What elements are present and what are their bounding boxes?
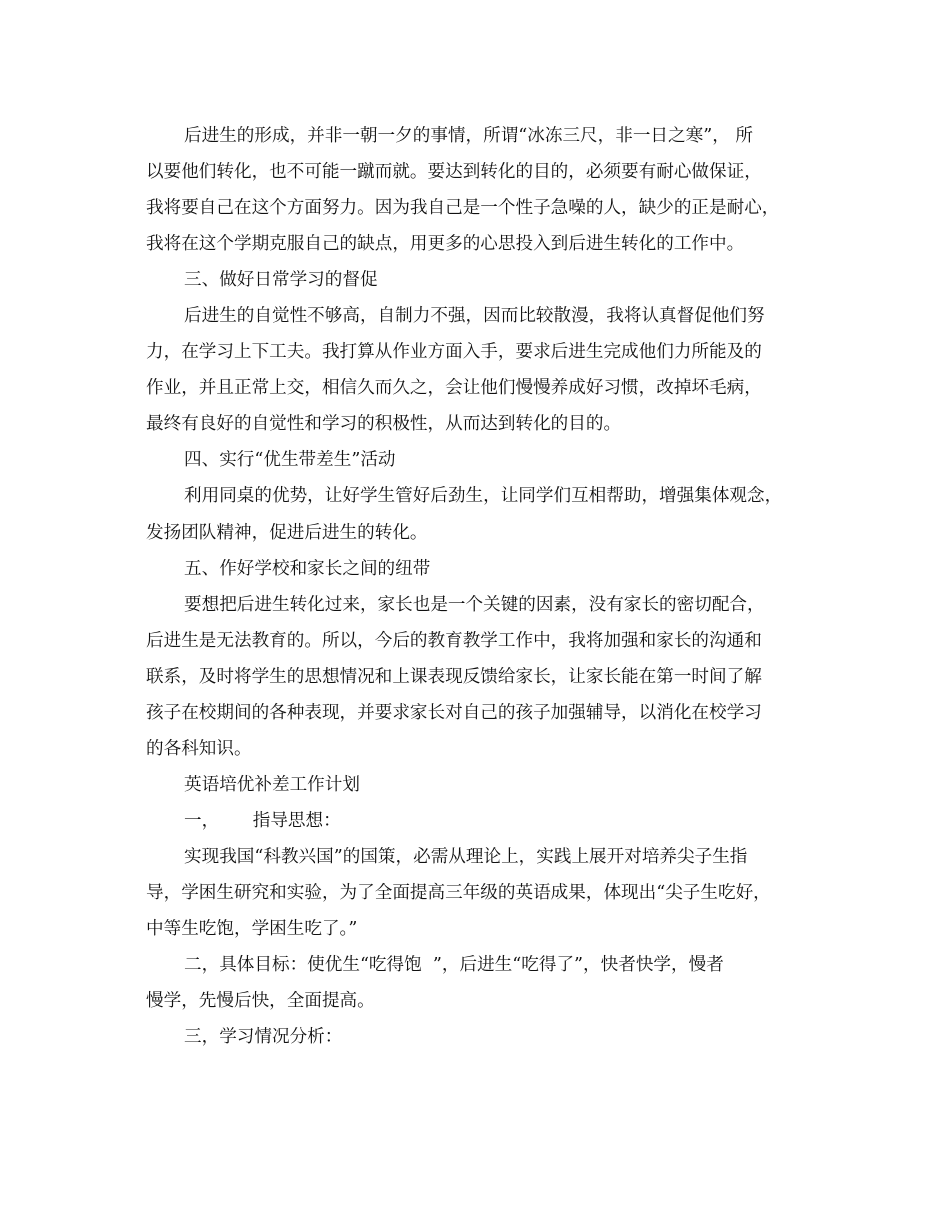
text-line: 后进生是无法教育的。所以，今后的教育教学工作中，我将加强和家长的沟通和	[146, 630, 762, 651]
text-line: 以要他们转化，也不可能一蹴而就。要达到转化的目的，必须要有耐心做保证，	[146, 162, 762, 183]
text-line: 利用同桌的优势，让好学生管好后劲生，让同学们互相帮助，增强集体观念，	[184, 486, 783, 507]
text-line: 最终有良好的自觉性和学习的积极性，从而达到转化的目的。	[146, 414, 622, 435]
text-line: 作业，并且正常上交，相信久而久之，会让他们慢慢养成好习惯，改掉坏毛病，	[146, 378, 762, 399]
text-line: 慢学，先慢后快，全面提高。	[146, 991, 375, 1012]
section-heading: 二，具体目标：使优生“吃得饱 ”，后进生“吃得了”，快者快学，慢者	[184, 955, 724, 976]
text-line: 中等生吃饱，学困生吃了。”	[146, 919, 358, 940]
text-line: 联系，及时将学生的思想情况和上课表现反馈给家长，让家长能在第一时间了解	[146, 666, 762, 687]
text-line: 导，学困生研究和实验，为了全面提高三年级的英语成果，体现出“尖子生吃好，	[146, 882, 771, 903]
text-line: 发扬团队精神，促进后进生的转化。	[146, 522, 428, 543]
section-heading: 四、实行“优生带差生”活动	[184, 450, 396, 471]
text-line: 我将要自己在这个方面努力。因为我自己是一个性子急噪的人，缺少的正是耐心，	[146, 198, 780, 219]
text-line: 要想把后进生转化过来，家长也是一个关键的因素，没有家长的密切配合，	[184, 594, 765, 615]
text-line: 我将在这个学期克服自己的缺点，用更多的心思投入到后进生转化的工作中。	[146, 234, 745, 255]
document-body	[146, 118, 806, 1055]
section-heading: 三、做好日常学习的督促	[184, 270, 378, 291]
section-heading: 一， 指导思想：	[184, 810, 341, 831]
text-line: 实现我国“科教兴国”的国策，必需从理论上，实践上展开对培养尖子生指	[184, 846, 748, 867]
document-title: 英语培优补差工作计划	[184, 774, 360, 795]
text-line: 后进生的自觉性不够高，自制力不强，因而比较散漫，我将认真督促他们努	[184, 306, 765, 327]
section-heading: 三，学习情况分析：	[184, 1027, 343, 1048]
text-line: 的各科知识。	[146, 738, 252, 759]
text-line: 孩子在校期间的各种表现，并要求家长对自己的孩子加强辅导，以消化在校学习	[146, 702, 762, 723]
text-line: 力，在学习上下工夫。我打算从作业方面入手，要求后进生完成他们力所能及的	[146, 342, 762, 363]
section-heading: 五、作好学校和家长之间的纽带	[184, 558, 431, 579]
text-line: 后进生的形成，并非一朝一夕的事情，所谓“冰冻三尺，非一日之寒”， 所	[184, 126, 753, 146]
